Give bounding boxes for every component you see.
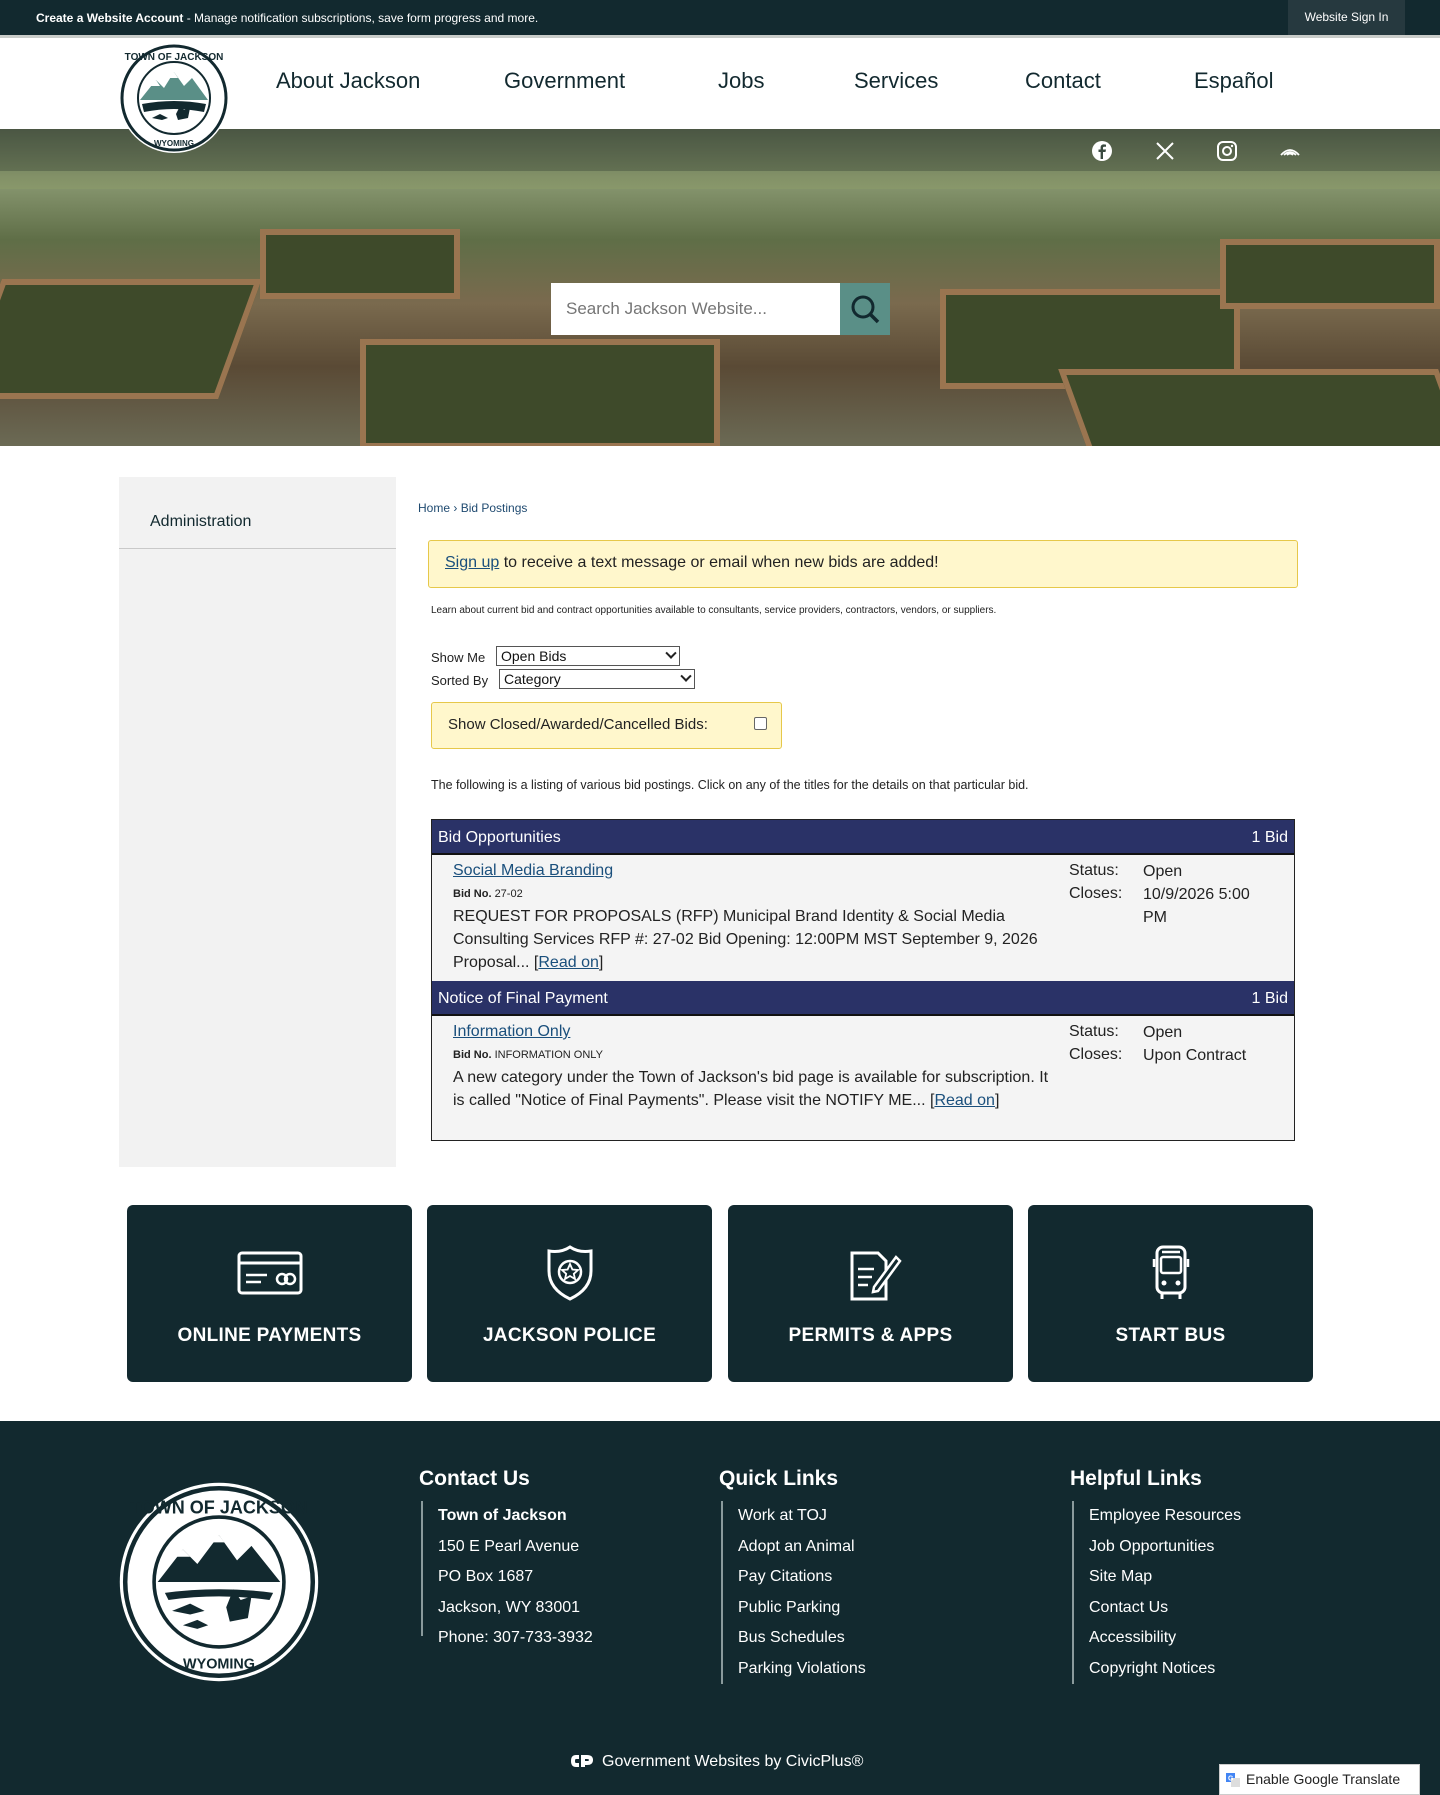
civicplus-icon [570,1753,594,1769]
create-account-message[interactable] [36,11,538,25]
nav-services[interactable]: Services [854,68,939,93]
bid-row [432,1016,1294,1140]
instagram-icon[interactable] [1215,139,1239,163]
contact-line: 150 E Pearl Avenue [438,1537,580,1555]
hero-banner [0,129,1440,446]
bid-number [453,1049,603,1061]
signup-notice-text: to receive a text message or email when new bids are added! [499,554,939,571]
footer-helpful-links [1072,1501,1241,1684]
helpful-link[interactable]: Job Opportunities [1089,1537,1215,1555]
bid-description-text: REQUEST FOR PROPOSALS (RFP) Municipal Brand Identity & Social Media Consulting Services RFP #: 27-02 Bid Opening: 12:00PM MST September 9, 2026 Proposal... [ [453,908,1038,971]
bid-description [453,1066,1053,1112]
bid-title-link[interactable]: Information Only [453,1023,571,1040]
signup-notice [428,540,1298,588]
google-translate-label: Enable Google Translate [1246,1771,1401,1787]
civicplus-credit[interactable] [570,1753,863,1771]
status-label: Status: [1069,1023,1119,1040]
sidebar-item-administration[interactable]: Administration [119,507,396,549]
closes-label: Closes: [1069,1046,1123,1063]
bid-description-bracket: ] [598,954,604,971]
footer-contact-list [421,1501,593,1646]
status-label: Status: [1069,862,1119,879]
bid-intro-text: Learn about current bid and contract opportunities available to consultants, service providers, contractors, vendors, or suppliers. [431,605,997,616]
credit-card-icon [237,1245,303,1301]
chevron-down-icon [665,648,676,659]
bid-description [453,905,1053,974]
show-me-label: Show Me [431,650,486,665]
tile-start-bus[interactable] [1028,1205,1313,1382]
bid-title-link[interactable]: Social Media Branding [453,862,614,879]
nav-about-jackson[interactable]: About Jackson [276,68,421,93]
site-footer [0,1421,1440,1795]
tile-label: PERMITS & APPS [788,1325,953,1346]
civicplus-credit-text: Government Websites by CivicPlus® [602,1753,864,1770]
account-bar [0,0,1440,35]
google-translate-icon [1226,1773,1240,1787]
quick-link[interactable]: Bus Schedules [738,1629,845,1646]
town-of-jackson-logo[interactable] [118,42,230,154]
helpful-link[interactable]: Contact Us [1089,1598,1169,1616]
nav-jobs[interactable]: Jobs [718,68,765,93]
closes-value: 10/9/2026 5:00 PM [1143,886,1250,926]
show-closed-bids-box [431,702,782,749]
bid-row [432,855,1294,981]
google-translate-button[interactable] [1219,1764,1420,1795]
show-me-value: Open Bids [501,648,567,664]
closes-label: Closes: [1069,885,1123,902]
bid-number-value: 27-02 [494,888,523,900]
garden-bed [1220,239,1440,309]
garden-bed [360,339,720,446]
breadcrumb-current[interactable]: Bid Postings [460,501,528,515]
bid-number-label: Bid No. [453,888,492,900]
bid-number-value: INFORMATION ONLY [494,1049,603,1061]
search-icon [840,283,890,335]
breadcrumb-home[interactable]: Home [418,501,451,515]
logo-bottom-text: WYOMING [154,139,194,148]
quick-link[interactable]: Pay Citations [738,1568,833,1585]
footer-logo-bottom-text: WYOMING [182,1656,256,1673]
logo-top-text: TOWN OF JACKSON [124,52,224,63]
bid-description-text: A new category under the Town of Jackson's bid page is available for subscription. It is called "Notice of Final Payments". Please visit the NOTIFY ME... [ [453,1069,1049,1109]
police-badge-icon [537,1245,603,1301]
x-twitter-icon[interactable] [1153,139,1177,163]
tile-online-payments[interactable] [127,1205,412,1382]
website-sign-in-button[interactable]: Website Sign In [1288,0,1405,35]
category-header [432,981,1294,1016]
svg-text:G: G [1228,1775,1234,1783]
helpful-link[interactable]: Site Map [1089,1568,1153,1585]
site-search-input[interactable] [551,283,840,335]
breadcrumb [418,501,527,515]
footer-town-logo[interactable] [118,1481,320,1683]
tile-label: START BUS [1115,1325,1226,1346]
footer-quick-heading: Quick Links [719,1467,839,1490]
bus-icon [1138,1245,1204,1301]
footer-contact-heading: Contact Us [419,1467,530,1490]
footer-helpful-heading: Helpful Links [1070,1467,1202,1490]
bid-listing-table [431,819,1295,1141]
nav-contact[interactable]: Contact [1025,68,1101,93]
tile-permits-apps[interactable] [728,1205,1013,1382]
nextdoor-icon[interactable] [1278,139,1302,163]
sorted-by-label: Sorted By [431,673,489,688]
facebook-icon[interactable] [1090,139,1114,163]
nav-government[interactable]: Government [504,68,626,93]
garden-bed [0,279,262,399]
show-closed-bids-checkbox[interactable] [754,717,767,730]
category-name: Bid Opportunities [438,829,561,846]
contact-phone[interactable]: Phone: 307-733-3932 [438,1629,593,1646]
contact-line: Jackson, WY 83001 [438,1598,581,1616]
sidebar [119,477,396,1167]
listing-note: The following is a listing of various bid postings. Click on any of the titles for the details on that particular bid. [431,778,1029,792]
document-edit-icon [838,1245,904,1301]
footer-logo-top-text: TOWN OF JACKSON [130,1497,308,1518]
show-closed-bids-label: Show Closed/Awarded/Cancelled Bids: [448,716,708,733]
read-on-link[interactable]: Read on [538,954,599,971]
sorted-by-select[interactable] [499,669,695,689]
garden-bed [260,229,460,299]
status-value: Open [1143,1024,1183,1041]
bid-number [453,888,523,900]
bid-description-bracket: ] [994,1092,1000,1109]
tile-label: JACKSON POLICE [482,1325,657,1346]
bid-number-label: Bid No. [453,1049,492,1061]
signup-link[interactable]: Sign up [445,554,500,571]
helpful-link[interactable]: Employee Resources [1089,1507,1242,1524]
quick-link[interactable]: Adopt an Animal [738,1537,855,1555]
contact-name: Town of Jackson [438,1507,567,1524]
quick-link[interactable]: Public Parking [738,1598,841,1616]
quick-link[interactable]: Work at TOJ [738,1507,827,1524]
contact-line: PO Box 1687 [438,1568,534,1585]
quick-link[interactable]: Parking Violations [738,1659,866,1677]
breadcrumb-separator: › [450,501,461,515]
category-count: 1 Bid [1251,829,1288,846]
chevron-down-icon [680,671,691,682]
helpful-link[interactable]: Copyright Notices [1089,1659,1216,1677]
search-button[interactable] [840,283,890,335]
category-name: Notice of Final Payment [438,990,608,1007]
category-count: 1 Bid [1251,990,1288,1007]
helpful-link[interactable]: Accessibility [1089,1629,1177,1646]
create-account-link[interactable]: Create a Website Account [36,11,184,25]
read-on-link[interactable]: Read on [934,1092,995,1109]
category-header [432,820,1294,855]
tile-label: ONLINE PAYMENTS [177,1325,362,1346]
closes-value: Upon Contract [1143,1047,1247,1064]
status-value: Open [1143,863,1183,880]
nav-espanol[interactable]: Español [1194,68,1274,93]
garden-bed [1058,369,1440,446]
footer-quick-links [721,1501,866,1684]
sorted-by-value: Category [504,671,561,687]
create-account-text: - Manage notification subscriptions, save form progress and more. [183,11,539,25]
tile-jackson-police[interactable] [427,1205,712,1382]
show-me-select[interactable] [496,646,680,666]
